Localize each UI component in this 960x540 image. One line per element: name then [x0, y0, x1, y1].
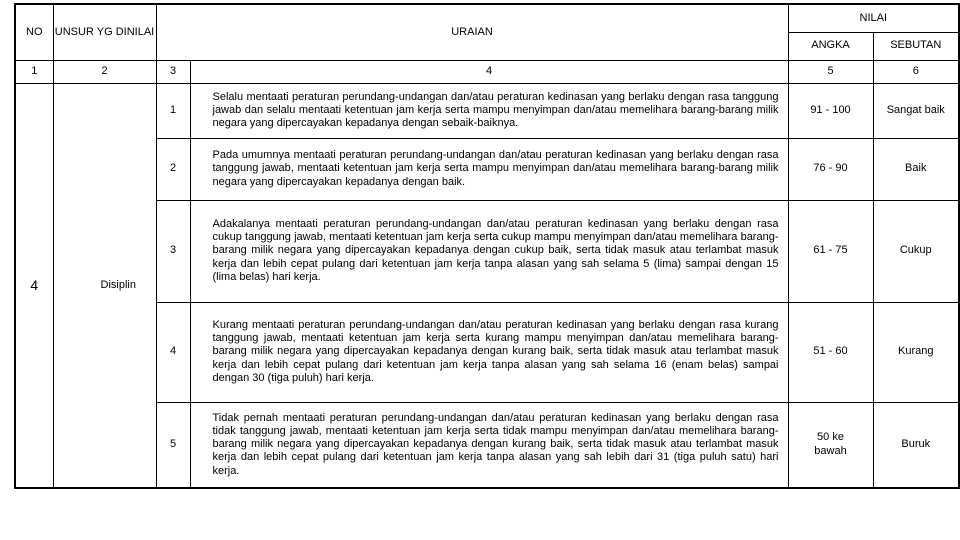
item-no: 4	[15, 83, 53, 488]
row-uraian: Adakalanya mentaati peraturan perundang-undangan dan/atau peraturan kedinasan yang berlaku dengan rasa cukup tanggung jawab, mentaati ketentuan jam kerja serta cukup mampu menyimpan dan/atau memelihara barang-barang milik negara yang dipercayakan kepadanya dengan cukup baik, serta tidak masuk atau terlambat masuk kerja dan lebih cepat pulang dari ketentuan jam kerja tanpa alasan yang sah selama 5 (lima) sampai dengan 15 (lima belas) hari kerja.	[190, 200, 788, 302]
row-num: 4	[156, 302, 190, 402]
index-3: 3	[156, 60, 190, 83]
row-sebutan: Kurang	[873, 302, 959, 402]
header-unsur: UNSUR YG DINILAI	[53, 4, 156, 60]
row-sebutan: Baik	[873, 138, 959, 200]
penilaian-table	[14, 3, 960, 489]
header-no: NO	[15, 4, 53, 60]
table-row	[15, 302, 959, 402]
item-unsur: Disiplin	[53, 83, 156, 488]
header-angka: ANGKA	[788, 32, 873, 60]
row-angka: 50 ke bawah	[788, 402, 873, 488]
row-num: 3	[156, 200, 190, 302]
row-sebutan: Buruk	[873, 402, 959, 488]
row-num: 5	[156, 402, 190, 488]
table-row	[15, 402, 959, 488]
row-angka: 61 - 75	[788, 200, 873, 302]
table-row	[15, 200, 959, 302]
index-1: 1	[15, 60, 53, 83]
row-sebutan: Cukup	[873, 200, 959, 302]
row-sebutan: Sangat baik	[873, 83, 959, 138]
header-nilai: NILAI	[788, 4, 959, 32]
header-uraian: URAIAN	[156, 4, 788, 60]
row-num: 2	[156, 138, 190, 200]
row-uraian: Pada umumnya mentaati peraturan perundang-undangan dan/atau peraturan kedinasan yang berlaku dengan rasa tanggung jawab, mentaati ketentuan jam kerja serta mampu menyimpan dan/atau memelihara barang-barang milik negara yang dipercayakan kepadanya dengan baik.	[190, 138, 788, 200]
header-sebutan: SEBUTAN	[873, 32, 959, 60]
row-num: 1	[156, 83, 190, 138]
row-uraian: Kurang mentaati peraturan perundang-undangan dan/atau peraturan kedinasan yang berlaku dengan rasa kurang tanggung jawab, mentaati ketentuan jam kerja serta kurang mampu menyimpan dan/atau memelihara barang-barang milik negara yang dipercayakan kepadanya dengan kurang baik, serta tidak masuk atau terlambat masuk kerja dan lebih cepat pulang dari ketentuan jam kerja tanpa alasan yang sah selama 16 (enam belas) sampai dengan 30 (tiga puluh) hari kerja.	[190, 302, 788, 402]
row-uraian: Selalu mentaati peraturan perundang-undangan dan/atau peraturan kedinasan yang berlaku dengan rasa tanggung jawab dan selalu mentaati ketentuan jam kerja serta mampu menyimpan dan/atau memelihara barang-barang milik negara yang dipercayakan kepadanya dengan sebaik-baiknya.	[190, 83, 788, 138]
index-4: 4	[190, 60, 788, 83]
index-2: 2	[53, 60, 156, 83]
table-row	[15, 138, 959, 200]
row-angka: 76 - 90	[788, 138, 873, 200]
table-row	[15, 83, 959, 138]
row-uraian: Tidak pernah mentaati peraturan perundang-undangan dan/atau peraturan kedinasan yang berlaku dengan rasa tidak tanggung jawab, mentaati ketentuan jam kerja serta tidak mampu menyimpan dan/atau memelihara barang-barang milik negara yang dipercayakan kepadanya dengan kurang baik, serta tidak masuk atau terlambat masuk kerja dan lebih cepat pulang dari ketentuan jam kerja tanpa alasan yang sah lebih dari 31 (tiga puluh satu) hari kerja.	[190, 402, 788, 488]
index-6: 6	[873, 60, 959, 83]
index-5: 5	[788, 60, 873, 83]
row-angka: 51 - 60	[788, 302, 873, 402]
row-angka: 91 - 100	[788, 83, 873, 138]
